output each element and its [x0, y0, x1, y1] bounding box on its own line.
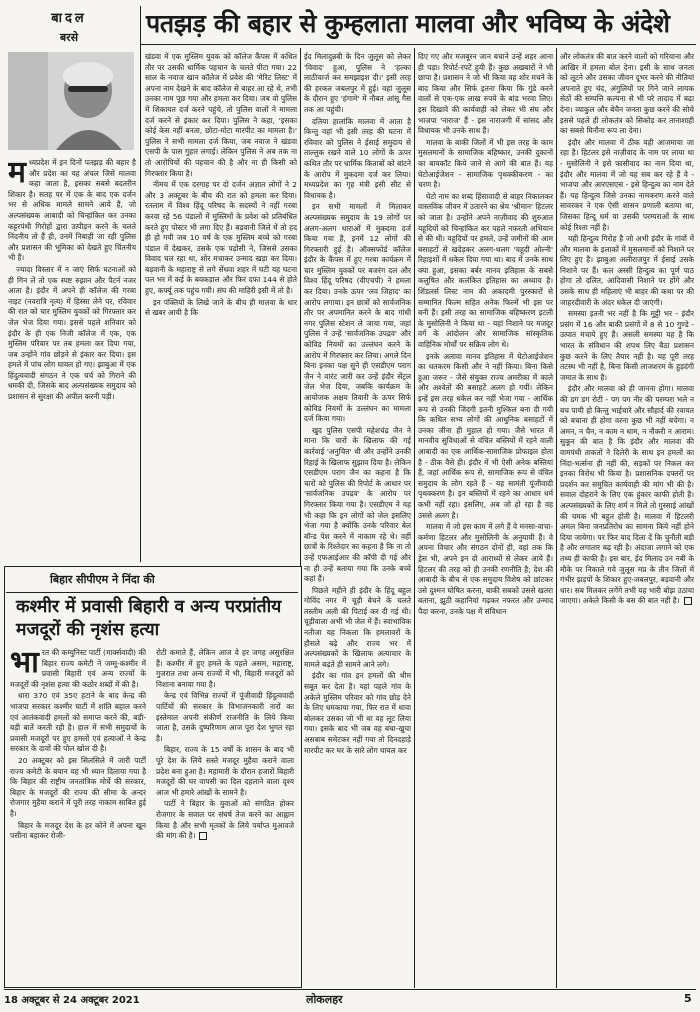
- sidebar-paragraph: रोटी कमाते हैं, लेकिन आज वे हर जगह असुरक्षित हैं। कश्मीर में हुए हमले के पहले असम, महाराष्ट्र, गुजरात तथा अन्य राज्यों में भी, बिहारी मजदूरों को निशाना बनाया गया है।: [156, 648, 294, 689]
- article-column-3: [304, 52, 411, 988]
- author-photo: [8, 52, 134, 150]
- author-surname: बरसे: [59, 31, 79, 44]
- article-paragraph: ईद मिलादुन्नबी के दिन जुलूस को लेकर 'विवाद' हुआ, पुलिस ने 'हल्का लाठीचार्ज कर समझाइश दी।' इसी तरह की हरकत जबलपुर में हुई। वहां जुलूस के दौरान हुए 'हंगामे' में नौबत आंसू गैस तक आ पहुंची।: [304, 52, 411, 114]
- article-paragraph: खंडवा में एक मुस्लिम युवक को कॉलेज कैंपस में कथित तौर पर उसकी धार्मिक पहचान के चलते पीटा गया। 22 साल के नवाज खान कॉलेज में प्रवेश की 'मेरिट लिस्ट' में अपना नाम देखने के बाद कॉलेज से बाहर आ रहे थे, तभी उनका नाम पूछ गया और हमला कर दिया। जब वो पुलिस में शिकायत दर्ज करने पहुंचे, तो पुलिस वालों ने मामला दर्ज करने से इंकार कर दिया। पुलिस ने कहा, 'इसका कोई केस नहीं बनता, छोटा-मोटा मारपीट का मामला है।' पुलिस ने सभी मामला दर्ज किया, जब नवाज ने खंडवा एसपी के पास गुहार लगाई। लेकिन पुलिस ने अब तक ना तो आरोपियों की पहचान की है और ना ही किसी को गिरफ्तार किया है।: [145, 52, 297, 178]
- article-paragraph: मालवा में जो इस काम में लगे हैं वे मनसा-वाचा-कर्मणा हिटलर और मुसोलिनी के अनुयायी हैं। वे अपना विचार और संगठन दोनों ही, वहां तक कि ड्रेस भी, अपने इन दो आराध्यों से लेकर आये हैं। हिटलर की तरह को ही उनकी रणनीति है; देश की आबादी के बीच से एक समुदाय विशेष को छांटकर उसे दुश्मन घोषित करना, बाकी सबको उससे खतरा बताना, झूठी कहानियां गढ़कर नफरत और उन्माद पैदा करना, उनके पक्ष में संविधान: [418, 522, 553, 616]
- article-paragraph: नीमच में एक दरगाह पर दो दर्जन अज्ञात लोगों ने 2 और 3 अक्टूबर के बीच की रात को हमला कर दिया। रतलाम में विश्व हिंदू परिषद के सदस्यों ने नहीं गरबा करवा रहे 56 पंडालों में मुस्लिमों के प्रवेश को प्रतिबंधित करते हुए पोस्टर भी लगा दिए हैं। बड़वानी जिले में तो हद ही हो गयी जब 10 वर्ष के एक मुस्लिम बच्चे को गरबा पंडाल में देखकर, उसके एक पड़ोसी ने, जिससे उसका विवाद चल रहा था, शोर मचाकर उन्माद खड़ा कर दिया। बड़वानी के महाराष्ट्र से लगे सेंधवा शहर में घटी यह घटना पल भर में कई के बवकड़ाल और फिर दफा 144 से होते हुए, कर्फ्यू तक पहुंच गयी। संघ की माहिरी इसी में तो है।: [145, 180, 297, 296]
- article-paragraph: मालवा के बाकी जिलों में भी इस तरह के काम मुसलमानों के सामाजिक बहिष्कार, उनकी दुकानों का बायकॉट किये जाने से आगे की बात हैं। यह घेटोआईजेशन - सामाजिक पृथक्कीकरण - का चरण है।: [418, 137, 553, 190]
- end-mark-icon: [684, 597, 692, 605]
- author-name: बादल: [51, 11, 87, 26]
- article-paragraph: इनके अलावा मानव इतिहास में घेटोआईजेशन का धतकरम किसी और ने नहीं किया। बिना किसे हुआ जरूर - जैसे संयुक्त राज्य अमरीका में काले और अश्वेतों की बसाहटें अलग हो गयीं। लेकिन इन्हें इस तरह धकेल कर नहीं भेजा गया - आर्थिक रूप से उनकी जिंदगी इतनी मुश्किल बना दी गयी कि कथित सभ्य लोगों की आधुनिक बसाहटों में उनका जीना ही मुहाल हो गया। जैसे भारत में मानवीय सुविधाओं से वंचित बस्तियों में रहने वाली आबादी का एक आर्थिक-सामाजिक प्रोफाइल होता है - ठीक वैसे ही। इंदौर में भी ऐसी अनेक बस्तियां हैं, जहां आर्थिक रूप से, सामाजिक रूप से वंचित समुदाय के लोग रहते हैं - यह सामंती पूंजीवादी पृथक्करण है। इन बस्तियों में रहने का आधार धर्म कभी नहीं रहा। इसलिए, अब जो हो रहा है वह उससे अलग है।: [418, 351, 553, 520]
- issue-date: 18 अक्टूबर से 24 अक्टूबर 2021: [4, 995, 140, 1006]
- page-number: 5: [684, 992, 692, 1005]
- article-paragraph: पिछले महीने ही इंदौर के हिंदू बहुल गोविंद नगर में चूड़ी बेचने के चलते तस्लीम अली की पिटाई कर दी गई थी। चूड़ीवाला अभी भी जेल में हैं। स्वाभाविक नतीजा यह निकला कि हमलावरों के हौसले बढ़े और राज्य भर में अल्पसंख्यकों के खिलाफ अत्याचार के मामले बढ़ते ही सामने आने लगे।: [304, 585, 411, 669]
- sidebar-paragraph: पार्टी ने बिहार के युवाओं को संगठित होकर रोजगार के सवाल पर संघर्ष तेज करने का आह्वान किया है और सभी मृतकों के लिये पर्याप्त मुआवजे की मांग की है।: [156, 799, 294, 841]
- article-column-5: [560, 52, 694, 988]
- article-paragraph: ध्यप्रदेश में इन दिनों पतझड़ की बहार है और प्रदेश का यह अंचल जिसे मालवा कहा जाता है, इसका सबसे बदतरीन शिकार है। सतह पर में एक के बाद एक दर्जन भर से अधिक मामले सामने आये हैं, जो अल्पसंख्यक आबादी को चिन्हांकित कर उनका कट्टरपंथी गिरोहों द्वारा उत्पीड़न करने के चलते निंदनीय तो हैं ही, उनमें निबाही जा रही पुलिस और प्रशासन की भूमिका को देखते हुए चिंतनीय भी हैं।: [8, 158, 136, 263]
- article-paragraph: इंदौर और मालवा को ही जानना होगा। मालवा की डग डग रोटी - पग पग नीर की परम्परा भले न बच पायी हो किन्तु भाईचारे और सौहार्द की रवायत को बचाना ही होगा वरना कुछ भी नहीं बचेगा। न अमन, न चैन, न काम न धाम, न नौकरी न आराम। सुकून की बात है कि इंदौर और मालवा की वामपंथी ताकतों ने दिलेरी के साथ इन हमलों का निंदा-भर्त्सना ही नहीं की, सड़कों पर निकल कर इनका विरोध भी किया है। प्रशासनिक दफ्तरों पर प्रदर्शन कर समुचित कार्यवाही की मांग भी की है। सवाल दोहराने के लिए एक हुंकार काफी होती है। अल्पसंख्यकों के लिए शर्म न मिले तो गुस्साई आंखों की चमक भी बहुत होती है। मालवा में हिटलरी अमल बिना जनप्रतिरोध का सामना किये नहीं होने दिया जायेगा। पर फिर याद दिला दें कि चुनौती बड़ी है और लगातार बढ़ रही है। अंदाजा लगाने को एक तथ्य ही काफी है। इस बार, ईद मिलाद उन नबी के मौके पर निकाले गये जुलूस मप्र के तीन जिलों में गंभीर झड़पों के शिकार हुए-जबलपुर, बड़वानी और धार। सब मिलकर लगेंगे तभी यह भारी बोझ उठाया जाएगा। अकेले किसी के बस की बात नहीं है।: [560, 384, 694, 606]
- article-paragraph: इंदौर और मालवा में ठीक यही आजमाया जा रहा है। हिटलर इसे नाज़ीवाद के नाम पर लाया था - मुसोलिनी ने इसे फासीवाद का नाम दिया था, इंदौर और मालवा में जो यह सब कर रहे हैं वे - भाजपा और आरएसएस - इसे हिन्दुत्व का नाम देते हैं। यह हिन्दुत्व जिसे उनका नामकरण करने वाले सावरकर ने एक ऐसी शासन प्रणाली बताया था, जिसका हिन्दू धर्म या उसकी परम्पराओं के साथ कोई रिश्ता नहीं है।: [560, 137, 694, 232]
- sidebar-column-1: [10, 648, 146, 982]
- sidebar-paragraph: बिहार, राज्य के 15 वर्षों के शासन के बाद भी पूरे देश के लिये सस्ते मजदूर मुहैया कराने वाला प्रदेश बना हुआ है। महामारी के दौरान हजारों बिहारी मजदूरों की घर वापसी का दिल दहलाने वाला दृश्य आज भी हमारे आंखों के सामने है।: [156, 745, 294, 797]
- end-mark-icon: [199, 832, 207, 840]
- article-paragraph: दिए गए और मजबूरन जान बचाने उन्हें शहर आना ही पड़ा। रिपोर्ट-रपटें हुयी हैं। कुछ अखबारों ने भी छापा है। प्रशासन ने जो भी किया वह शोर मचने के बाद किया और सिर्फ इतना किया कि गुंडे करने वालों से एक-एक लाख रुपये के बांड भरवा लिए। इस दिखावे की कार्यवाही को लेकर भी संघ और भाजपा 'नाराज' हैं - इस नाराजगी में सांसद और विधायक भी उनके साथ हैं।: [418, 52, 553, 136]
- article-paragraph: दतिया हालांकि मालवा में आता है किन्तु वहां भी इसी तरह की घटना में रविवार को पुलिस ने ईसाई समुदाय से ताल्लुक रखने वाले 10 लोगों के ऊपर कथित तौर पर धार्मिक किताबों को बांटने के आरोप में मुकदमा दर्ज कर लिया। मध्यप्रदेश का गृह मंत्री इसी सीट से विधायक है।: [304, 116, 411, 200]
- sidebar-paragraph: 20 अक्टूबर को इस सिलसिले में जारी पार्टी राज्य कमेटी के बयान यह भी ध्यान दिलाया गया है कि बिहार की राष्ट्रीय जनतांत्रिक मोर्चे की सरकार, बिहार के मजदूरों की राज्य की सीमा के अन्दर रोजगार मुहैया कराने में पूरी तरह नाकाम साबित हुई है।: [10, 755, 146, 818]
- sidebar-headline: कश्मीर में प्रवासी बिहारी व अन्य परप्रांतीय मजदूरों की नृशंस हत्या: [16, 597, 282, 640]
- sidebar-paragraph: रत की कम्युनिस्ट पार्टी (मार्क्सवादी) की बिहार राज्य कमेटी ने जम्मू-कश्मीर में प्रवासी बिहारी एवं अन्य राज्यों के मजदूरों की नृशंस हत्या की कठोर शब्दों में की है।: [10, 648, 146, 689]
- article-paragraph: ज्यादा विस्तार में न जाएं सिर्फ घटनाओं को ही गिन लें तो एक स्पष्ट रुझान और पैटर्न नजर आता है। इंदौर में अपने ही कॉलेज की गरबा नाइट (नवरात्रि नृत्य) में हिस्सा लेने पर, रविवार की रात को चार मुस्लिम युवकों को गिरफ्तार कर जेल भेज दिया गया। इससे पहले शनिवार को इंदौर के ही एक निजी कॉलेज में एक, एक मुस्लिम परिवार पर तब हमला कर दिया गया, जब उन्होंने गांव छोड़ने से इंकार कर दिया। इस हमले में पांच लोग घायल हो गए। झाबुआ में एक हिंदुत्ववादी संगठन ने एक चर्च को गिराने की धमकी दी, जिसके बाद अल्पसंख्यक समुदाय को प्रशासन से सुरक्षा की अपील करनी पड़ी।: [8, 264, 136, 402]
- article-paragraph: घेटो नाम का शब्द हिंसावादी से बाहर निकालकर वास्तविक जीवन में उतारने का श्रेय 'श्रीमान' हिटलर को जाता है। उन्होंने अपने नाज़ीवाद की शुरुआत यहूदियों को चिन्हांकित कर पहले नफ़रती अभियान से की थी। यहूदियों पर हमले, उन्हें जमीनों की आम बसाहटों से खदेड़कर अलग-थलग 'यहूदी ओल्नी' रिहाइशों में धकेल दिया गया था। बाद में उनके साथ क्या हुआ, इसका बर्बर मानव इतिहास के सबसे कलुषित और कलंकित इतिहास का अध्याय है। शिंडलर्स लिस्ट नाम की अकादमी पुरस्कारों से सम्मानित फिल्म सहित अनेक फिल्में भी इस पर बनी हैं। इसी तरह का सामाजिक बहिष्करण इटली के मुसोलिनी ने किया था - यहां निशाने पर मजदूर वर्ग के आंदोलन और सामाजिक सांस्कृतिक वाहिनिक मोर्चों पर सक्रिय लोग थे।: [418, 191, 553, 350]
- article-paragraph: यही हिन्दुत्व गिरोह है जो अभी इंदौर के गांवों में और मालवा के इलाकों में मुसलमानों को निशाने पर लिए हुए है। झाबुआ अलीराजपुर में ईसाई उसके निशाने पर हैं। कल अस्सी हिन्दुत्व का पूर्ण पाठ होगा तो दलित, आदिवासी निशाने पर होंगे और उसके साथ ही महिलाएं भी बाहर की कथा पर की जाहरदीवारी के अंदर धकेल दी जाएंगी।: [560, 234, 694, 307]
- sidebar-column-2: [156, 648, 294, 982]
- article-column-4: [418, 52, 553, 988]
- sidebar-paragraph: धारा 370 एवं 35ए हटाने के बाद केन्द्र की भाजपा सरकार कश्मीर घाटी में शांति बहाल करने एवं आतंकवादी हमलों को समाप्त करने की, बड़ी-बड़ी बातें करती रही है। हाल में सभी समुदायों के प्रवासी मजदूरों पर हुए हमलों एवं हत्याओं ने केन्द्र सरकार के दावों की पोल खोल दी है।: [10, 691, 146, 754]
- article-dropcap: म: [8, 158, 26, 190]
- article-paragraph: खुद पुलिस एसपी महेशचंद्र जैन ने माना कि चारों के खिलाफ की गई कार्रवाई 'अनुचित' थी और उन्होंने उनकी रिहाई के खिलाफ सुझाव दिया है। लेकिन एसडीएम पराग जैन का कहना है कि चारों को पुलिस की रिपोर्ट के आधार पर 'सार्वजनिक उपद्रव' के आरोप पर गिरफ्तार किया गया है। एसडीएम ने यह भी कहा कि इन लोगों को जेल इसलिए भेजा गया है क्योंकि उनके परिवार बेल बॉन्ड पेश करने में नाकाम रहे थे। वहीं छात्रों के रिश्तेदार का कहना है कि ना तो उन्हें एफआईआर की कॉपी दी गई और ना ही उन्हें बताया गया कि उनके बच्चे कहां हैं।: [304, 425, 411, 584]
- article-column-1: [8, 158, 136, 562]
- article-paragraph: इन सभी मामलों में मिलाकर अल्पसंख्यक समुदाय के 19 लोगों पर अलग-अलग धाराओं में मुकदमा दर्ज किया गया है, इनमें 12 लोगों की गिरफ्तारी हुई है। ऑक्सफोर्ड कॉलेज इंदौर के कैंपस में हुए गरबा कार्यक्रम में चार मुस्लिम युवकों पर बजरंग दल और विश्व हिंदू परिषद (वीएचपी) ने हमला कर दिया। उनके ऊपर 'लव जिहाद' का आरोप लगाया। इन छात्रों को सार्वजनिक तौर पर अपमानित करने के बाद गांधी नगर पुलिस स्टेशन ले जाया गया, जहां पुलिस ने उन्हें 'सार्वजनिक उपद्रव' और कोविड नियमों का उल्लंघन करने के आरोप में गिरफ्तार कर लिया। अगले दिन बिना इनका पक्ष सुने ही एसडीएम पराग जैन ने वारंट जारी कर उन्हें इंदौर सेंट्रल जेल भेज दिया, जबकि कार्यक्रम के आयोजक अक्षय तिवारी के ऊपर सिर्फ कोविड नियमों के उल्लंघन का मामला दर्ज किया गया।: [304, 202, 411, 424]
- sidebar-paragraph: केन्द्र एवं विभिन्न राज्यों में पूंजीवादी हिंदुत्ववादी पार्टियों की सरकार के विभाजनकारी नारों का इस्तेमाल अपनी संकीर्ण राजनीति के लिये किया जाता है, उसके दुष्परिणाम आज पूरा देश भुगत रहा है।: [156, 691, 294, 743]
- article-column-2: [145, 52, 297, 562]
- article-headline: पतझड़ की बहार से कुम्हलाता मालवा और भविष्य के अंदेशे: [146, 9, 670, 38]
- article-paragraph: इन पंक्तियों के लिखे जाने के बीच ही मालवा के धार से खबर आयी है कि: [145, 297, 297, 318]
- sidebar-kicker: बिहार सीपीएम ने निंदा की: [50, 573, 155, 586]
- sidebar-paragraph: बिहार के मजदूर देश के हर कोने में अपना खून पसीना बहाकर रोजी-: [10, 820, 146, 841]
- article-paragraph: समस्या इतनी भर नहीं है कि मुट्ठी भर - इंदौर प्रसंग में 16 और बाकी प्रसंगों में 8 से 10 गुण्डे - उत्पात मचाये हुए हैं। असली समस्या यह है कि भारत के संविधान की शपथ लिए बैठा प्रशासन कुछ करने के लिए तैयार नहीं है। यह पूरी तरह तटस्थ भी नहीं है, बिना किसी लाजशरम के हुड़दंगी जमात के साथ है।: [560, 309, 694, 382]
- sidebar-dropcap: भा: [10, 648, 39, 680]
- newspaper-name: लोकलहर: [306, 993, 343, 1006]
- article-paragraph: इंदौर का गांव इन हमलों की थीम सबूत कर देता है। यहां पहले गांव के अकेले मुस्लिम परिवार को गांव छोड़ देने के लिए धमकाया गया, फिर रात में धावा बोलकर उसका जो भी था वह लूट लिया गया। इसके बाद भी जब वह बचा-खुचा असबाब समेटकर नहीं गया तो दिनदहाड़े मारपीट कर घर के सारे लोग घायल कर: [304, 671, 411, 755]
- article-paragraph: और लोकतंत्र की बात करने वालों को गरियाना और आखिर में हमला बोल देना। इसी के साथ जनता को लूटने और उसका जीवन दूभर करने की नीतियां अपनाते हुए चंद, अंगुलियों पर गिने जाने लायक सेठों की सम्पत्ति कल्पना से भी परे तादाद में बढ़ा देना। व्याकुल और बेचैन जनता कुछ करने की सोचे इससे पहले ही लोकतंत्र को सिकोड़ कर तानाशाही का सबसे घिनौना रूप ला देना।: [560, 52, 694, 136]
